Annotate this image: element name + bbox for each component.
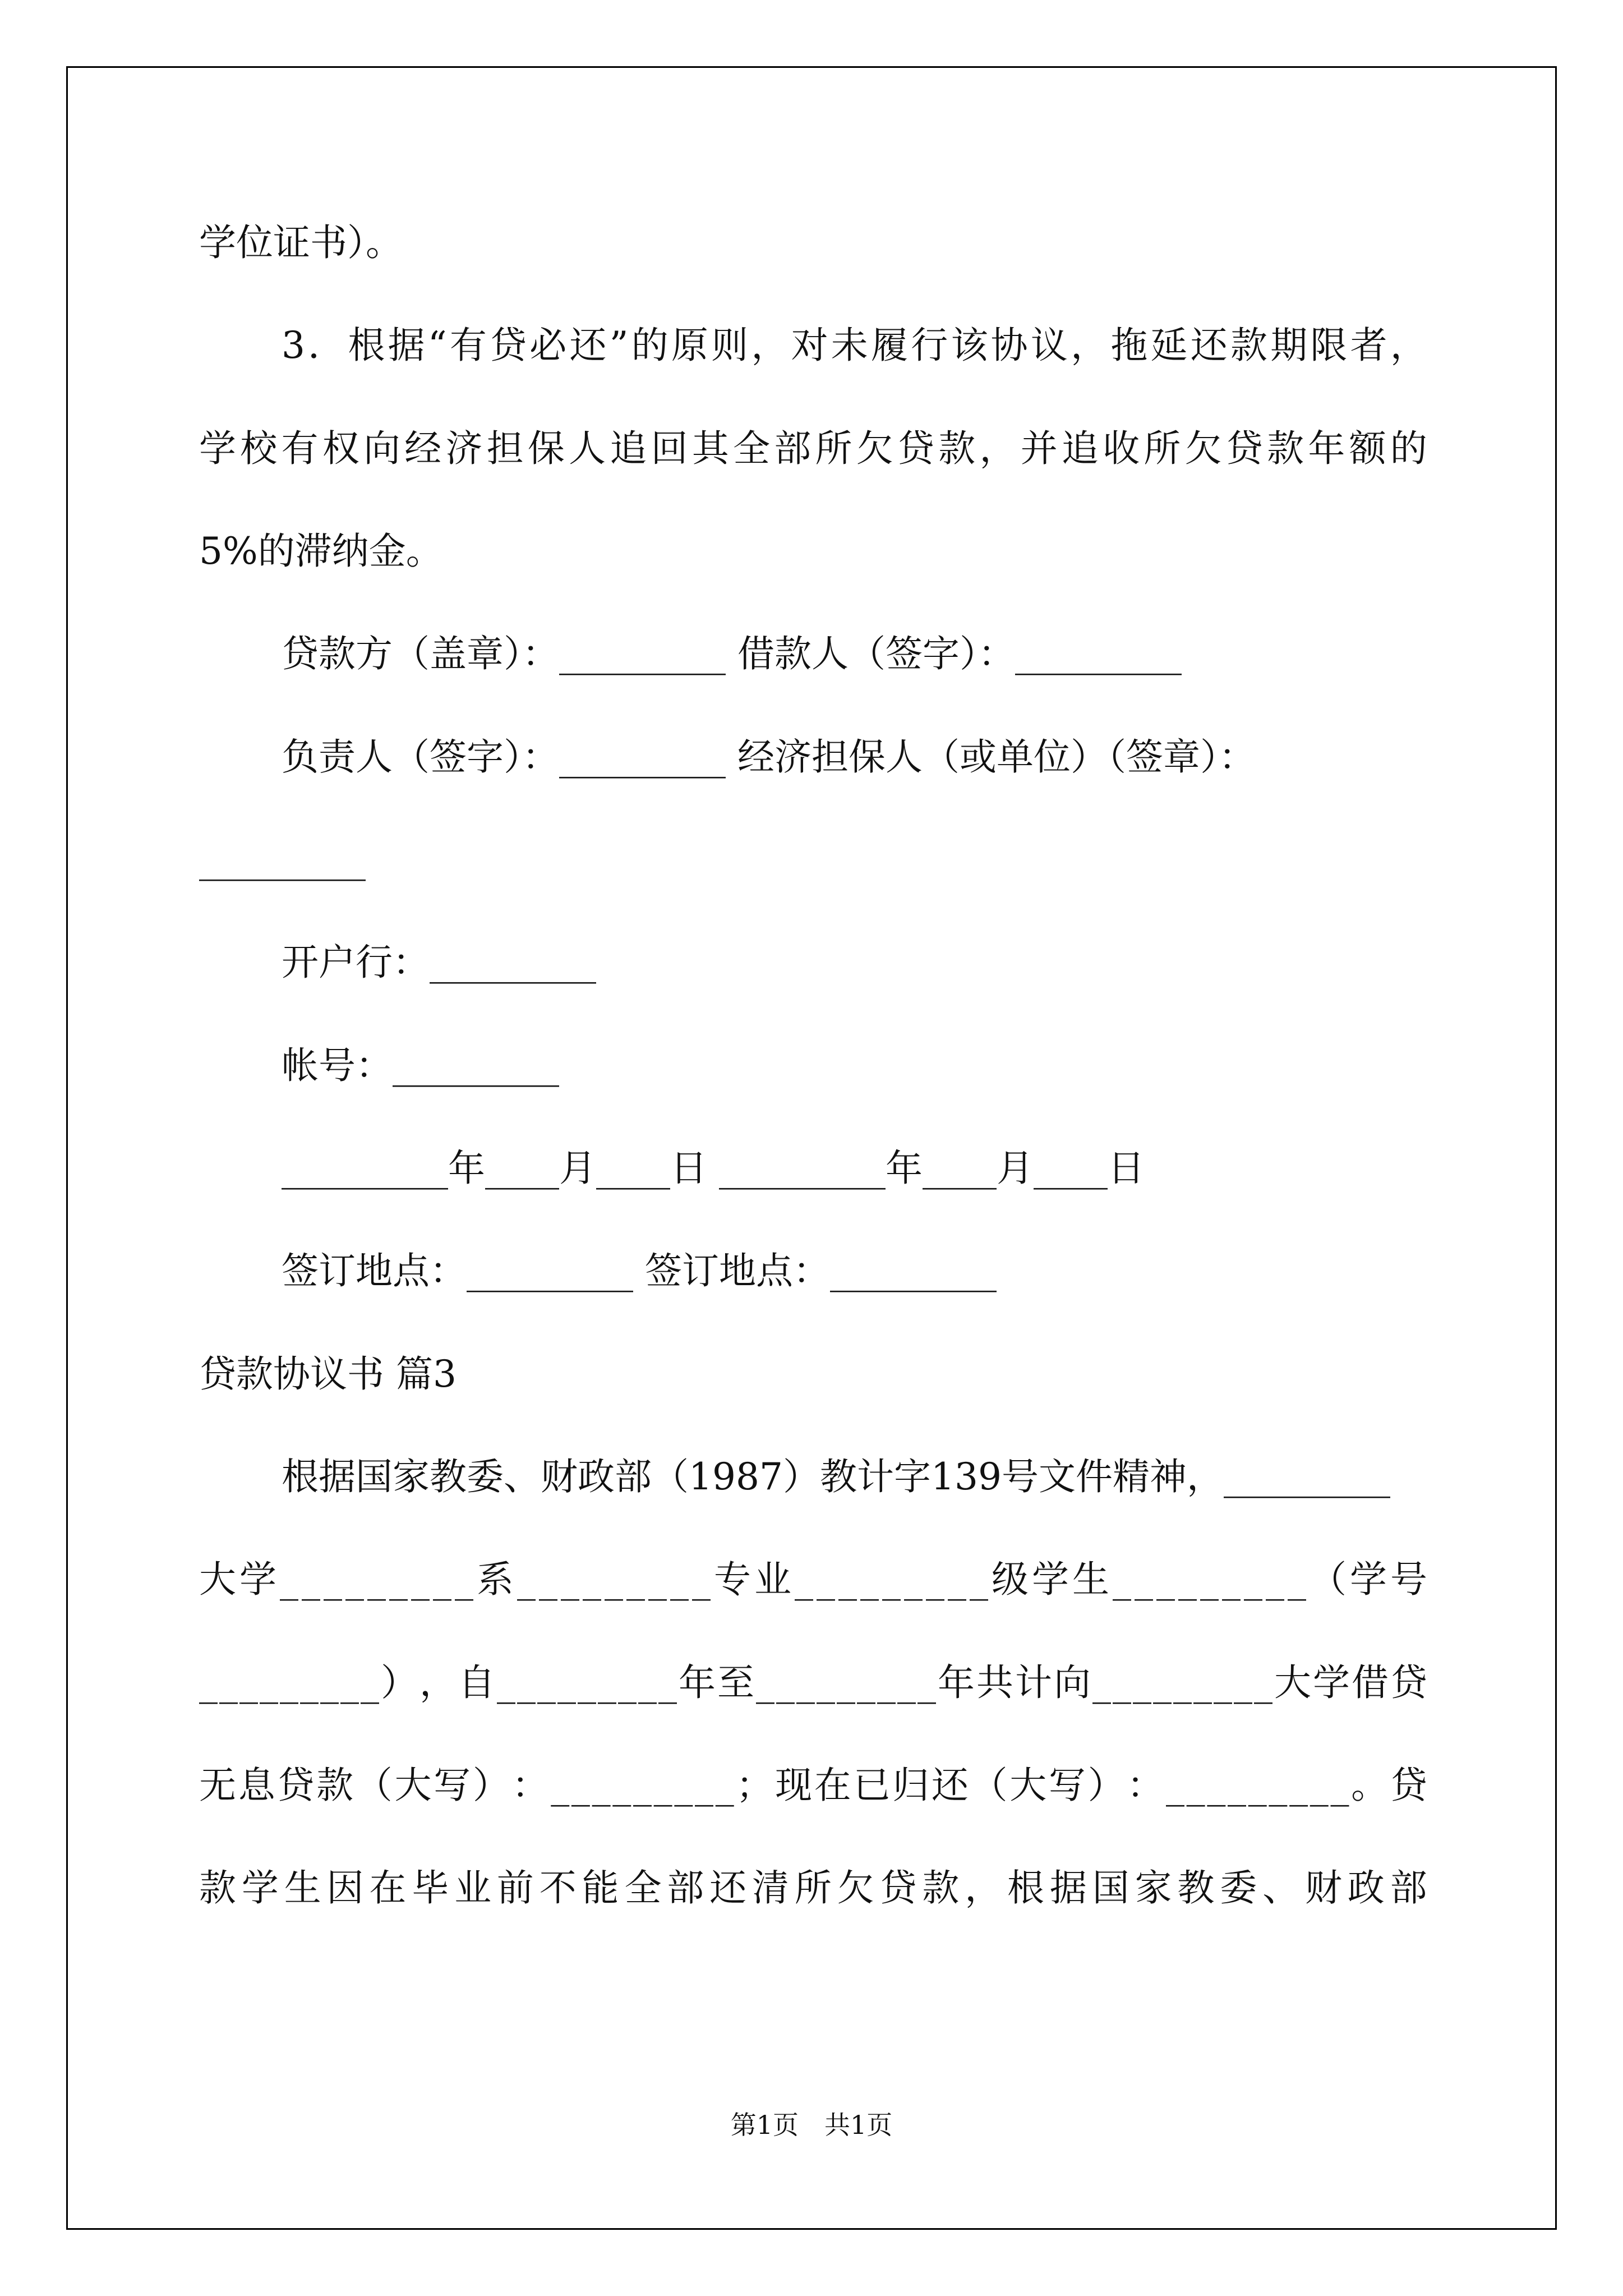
text-glyph: 国 (1092, 1866, 1129, 1910)
text-glyph: 毕 (412, 1866, 449, 1910)
text-glyph: _ (1156, 1558, 1175, 1601)
text-glyph: 、 (1262, 1866, 1300, 1910)
text-glyph: _ (583, 1558, 601, 1601)
text-glyph: 全 (733, 427, 771, 470)
text-glyph: 在 (369, 1866, 407, 1910)
text-glyph: 在 (814, 1764, 851, 1807)
text-glyph: 号 (1390, 1558, 1427, 1601)
text-glyph: _ (411, 1558, 430, 1601)
text-glyph: （ (970, 1764, 1008, 1807)
text-glyph: _ (1269, 1764, 1288, 1807)
text-glyph: 对 (791, 324, 828, 367)
text-glyph: _ (1207, 1764, 1226, 1807)
text-glyph: _ (561, 1558, 579, 1601)
text-glyph: 学 (239, 1558, 276, 1601)
text-glyph: 人 (569, 427, 606, 470)
text-glyph: 欠 (837, 1866, 874, 1910)
text-glyph: 生 (1072, 1558, 1109, 1601)
text-glyph: 部 (774, 427, 811, 470)
text-line (199, 1553, 1427, 1607)
text-glyph: 财 (1304, 1866, 1342, 1910)
text-glyph: 则 (711, 324, 749, 367)
text-glyph: _ (389, 1558, 408, 1601)
text-glyph: _ (592, 1764, 611, 1807)
text-glyph: _ (320, 1661, 339, 1704)
text-glyph: _ (638, 1661, 657, 1704)
text-glyph: 贷 (1390, 1661, 1427, 1704)
text-glyph: _ (571, 1764, 590, 1807)
text-glyph: _ (280, 1558, 298, 1601)
text-glyph: 拖 (1110, 324, 1148, 367)
text-glyph: _ (324, 1558, 342, 1601)
text-glyph: _ (433, 1558, 451, 1601)
text-glyph: 部 (667, 1866, 704, 1910)
text-glyph: 学 (241, 1866, 279, 1910)
text-glyph: 自 (458, 1661, 495, 1704)
text-line (282, 319, 1427, 372)
text-line (199, 1861, 1427, 1915)
text-line: _________ (199, 838, 366, 881)
text-glyph: _ (1113, 1558, 1131, 1601)
text-glyph: ： (1127, 1764, 1164, 1807)
text-glyph: 议 (1030, 324, 1068, 367)
section-heading: 贷款协议书 篇3 (199, 1352, 457, 1396)
text-glyph: 者 (1350, 324, 1387, 367)
text-glyph: 前 (496, 1866, 534, 1910)
text-glyph: 还 (709, 1866, 747, 1910)
text-glyph: _ (1200, 1558, 1219, 1601)
text-glyph: _ (658, 1661, 677, 1704)
text-glyph: 款 (1230, 324, 1267, 367)
text-glyph: _ (877, 1661, 896, 1704)
text-glyph: 学 (1313, 1661, 1350, 1704)
text-glyph: 收 (1103, 427, 1140, 470)
text-glyph: 写 (1048, 1764, 1086, 1807)
text-glyph: 经 (404, 427, 442, 470)
text-glyph: _ (1222, 1558, 1241, 1601)
text-glyph: _ (1234, 1661, 1252, 1704)
text-glyph: _ (904, 1558, 923, 1601)
text-glyph: _ (1254, 1661, 1272, 1704)
text-glyph: 因 (326, 1866, 364, 1910)
text-glyph: _ (1186, 1764, 1205, 1807)
text-glyph: ， (419, 1661, 457, 1704)
text-glyph: 的 (631, 324, 668, 367)
text-glyph: 的 (1390, 427, 1427, 470)
text-glyph: _ (455, 1558, 473, 1601)
text-glyph: 履 (871, 324, 908, 367)
text-glyph: 未 (831, 324, 868, 367)
text-glyph: _ (882, 1558, 901, 1601)
text-glyph: 款 (922, 1866, 960, 1910)
bank-field: 开户行：_________ (282, 941, 596, 984)
text-glyph: _ (670, 1558, 689, 1601)
text-glyph: 政 (1347, 1866, 1385, 1910)
text-glyph: _ (1153, 1661, 1172, 1704)
text-glyph: 该 (951, 324, 988, 367)
text-glyph: _ (1133, 1661, 1151, 1704)
text-glyph: 限 (1310, 324, 1348, 367)
text-glyph: _ (1092, 1661, 1111, 1704)
text-glyph: ） (381, 1661, 418, 1704)
text-glyph: _ (838, 1558, 857, 1601)
date-line: _________年____月____日 _________年____月____日 (282, 1147, 1145, 1190)
text-glyph: 已 (853, 1764, 891, 1807)
text-glyph: _ (618, 1661, 637, 1704)
text-glyph: _ (361, 1661, 379, 1704)
text-glyph: _ (539, 1558, 557, 1601)
text-glyph: 学 (199, 427, 236, 470)
text-glyph: _ (1135, 1558, 1153, 1601)
text-glyph: _ (260, 1661, 278, 1704)
text-glyph: _ (1173, 1661, 1192, 1704)
text-glyph: _ (557, 1661, 576, 1704)
text-glyph: 还 (569, 324, 607, 367)
text-glyph: ， (979, 427, 1017, 470)
text-glyph: _ (633, 1764, 652, 1807)
text-glyph: _ (857, 1661, 875, 1704)
text-line: 5%的滞纳金。 (199, 530, 443, 573)
text-glyph: _ (605, 1558, 623, 1601)
text-glyph: 大 (199, 1558, 236, 1601)
text-glyph: 贷 (1225, 427, 1263, 470)
text-glyph: 欠 (1184, 427, 1222, 470)
text-glyph: 济 (445, 427, 483, 470)
text-glyph: 贷 (879, 1866, 917, 1910)
text-glyph: 现 (775, 1764, 813, 1807)
text-glyph: （ (1310, 1558, 1347, 1601)
text-glyph: ） (1087, 1764, 1125, 1807)
text-glyph: 计 (1015, 1661, 1052, 1704)
text-glyph: 教 (1177, 1866, 1215, 1910)
text-glyph: _ (1165, 1764, 1184, 1807)
text-glyph: 原 (671, 324, 708, 367)
text-glyph: 借 (1352, 1661, 1389, 1704)
text-glyph: 回 (651, 427, 688, 470)
text-glyph: 大 (1009, 1764, 1047, 1807)
text-glyph: _ (648, 1558, 667, 1601)
text-glyph: 款 (938, 427, 976, 470)
text-glyph: 级 (992, 1558, 1029, 1601)
text-glyph: 专 (714, 1558, 751, 1601)
text-glyph: 向 (1054, 1661, 1091, 1704)
text-glyph: ， (965, 1866, 1002, 1910)
text-glyph: 生 (284, 1866, 321, 1910)
text-glyph: _ (537, 1661, 556, 1704)
text-line (199, 1656, 1427, 1710)
text-glyph: _ (917, 1661, 936, 1704)
account-field: 帐号：_________ (282, 1044, 559, 1087)
text-glyph: _ (340, 1661, 359, 1704)
text-glyph: _ (970, 1558, 988, 1601)
text-glyph: _ (280, 1661, 298, 1704)
text-glyph: 还 (931, 1764, 969, 1807)
text-glyph: ， (1390, 324, 1427, 367)
text-glyph: 据 (388, 324, 425, 367)
text-glyph: _ (598, 1661, 616, 1704)
signature-line-guarantor: 负责人（签字）：_________ 经济担保人（或单位）（签章）： (282, 735, 1256, 779)
text-glyph: 3 (282, 324, 305, 367)
text-glyph: 其 (691, 427, 729, 470)
text-glyph: （ (355, 1764, 393, 1807)
text-glyph: _ (517, 1558, 536, 1601)
text-glyph: “ (427, 324, 447, 367)
text-glyph: 委 (1220, 1866, 1257, 1910)
text-glyph: _ (1178, 1558, 1197, 1601)
text-glyph: _ (219, 1661, 238, 1704)
text-glyph: 业 (754, 1558, 791, 1601)
text-glyph: 至 (717, 1661, 754, 1704)
text-glyph: 有 (449, 324, 487, 367)
text-glyph: 年 (679, 1661, 716, 1704)
text-glyph: 所 (815, 427, 852, 470)
text-glyph: _ (653, 1764, 672, 1807)
text-glyph: _ (1248, 1764, 1267, 1807)
text-glyph: 根 (1007, 1866, 1045, 1910)
text-glyph: 根 (348, 324, 385, 367)
text-glyph: 贷 (490, 324, 527, 367)
text-glyph: 有 (281, 427, 319, 470)
text-glyph: 能 (582, 1866, 619, 1910)
text-glyph: _ (302, 1558, 320, 1601)
text-glyph: ， (751, 324, 789, 367)
text-glyph: _ (837, 1661, 855, 1704)
text-glyph: _ (1289, 1764, 1308, 1807)
text-glyph: _ (776, 1661, 795, 1704)
text-glyph: 追 (610, 427, 647, 470)
text-glyph: 共 (976, 1661, 1013, 1704)
text-glyph: _ (1113, 1661, 1131, 1704)
text-glyph: 所 (1144, 427, 1181, 470)
text-glyph: 额 (1349, 427, 1386, 470)
text-glyph: _ (1310, 1764, 1329, 1807)
text-glyph: 延 (1150, 324, 1188, 367)
text-glyph: 必 (529, 324, 567, 367)
text-glyph: _ (795, 1558, 813, 1601)
text-glyph: _ (1193, 1661, 1212, 1704)
text-glyph: _ (1228, 1764, 1246, 1807)
text-glyph: 系 (477, 1558, 514, 1601)
text-glyph: 权 (322, 427, 359, 470)
text-glyph: 款 (316, 1764, 354, 1807)
text-glyph: 年 (938, 1661, 975, 1704)
text-glyph: _ (1244, 1558, 1262, 1601)
text-glyph: 并 (1020, 427, 1058, 470)
text-glyph: 无 (199, 1764, 236, 1807)
text-glyph: 部 (1390, 1866, 1427, 1910)
text-glyph: 据 (1049, 1866, 1087, 1910)
text-glyph: ： (511, 1764, 549, 1807)
signing-place-line: 签订地点：_________ 签订地点：_________ (282, 1249, 997, 1292)
text-glyph: 全 (624, 1866, 662, 1910)
text-glyph: _ (345, 1558, 364, 1601)
text-glyph: _ (239, 1661, 258, 1704)
text-glyph: 息 (238, 1764, 275, 1807)
text-glyph: 款 (1267, 427, 1304, 470)
text-glyph: 还 (1190, 324, 1228, 367)
signature-line-lender: 贷款方（盖章）：_________ 借款人（签字）：_________ (282, 632, 1182, 675)
text-glyph: ） (472, 1764, 510, 1807)
text-line (199, 1759, 1427, 1812)
text-glyph: _ (578, 1661, 596, 1704)
text-glyph: ； (736, 1764, 773, 1807)
text-glyph: _ (756, 1661, 774, 1704)
text-glyph: _ (715, 1764, 734, 1807)
text-glyph: 归 (892, 1764, 930, 1807)
text-glyph: 大 (1274, 1661, 1311, 1704)
text-glyph: _ (1214, 1661, 1232, 1704)
text-glyph: 向 (363, 427, 400, 470)
text-glyph: 校 (240, 427, 278, 470)
text-glyph: _ (948, 1558, 966, 1601)
text-glyph: _ (551, 1764, 570, 1807)
text-glyph: 保 (527, 427, 565, 470)
text-glyph: _ (199, 1661, 218, 1704)
text-glyph: _ (626, 1558, 645, 1601)
text-glyph: 担 (486, 427, 524, 470)
text-glyph: _ (926, 1558, 944, 1601)
text-glyph: 行 (911, 324, 948, 367)
text-glyph: 学 (1350, 1558, 1387, 1601)
text-glyph: 不 (539, 1866, 577, 1910)
text-line: 根据国家教委、财政部（1987）教计字139号文件精神，_________ (282, 1455, 1390, 1498)
text-glyph: 追 (1061, 427, 1099, 470)
text-glyph: 写 (434, 1764, 471, 1807)
text-glyph: _ (367, 1558, 386, 1601)
text-glyph: _ (817, 1661, 835, 1704)
text-glyph: 大 (394, 1764, 432, 1807)
text-glyph: 贷 (897, 427, 934, 470)
text-glyph: 学 (1032, 1558, 1069, 1601)
text-glyph: _ (612, 1764, 631, 1807)
text-glyph: 贷 (1390, 1764, 1427, 1807)
text-glyph: _ (796, 1661, 815, 1704)
text-glyph: 协 (990, 324, 1028, 367)
text-glyph: 清 (751, 1866, 789, 1910)
text-glyph: 所 (794, 1866, 832, 1910)
text-glyph: _ (300, 1661, 319, 1704)
text-glyph: _ (497, 1661, 515, 1704)
text-glyph: 期 (1270, 324, 1308, 367)
text-glyph: 业 (454, 1866, 492, 1910)
text-glyph: 贷 (277, 1764, 315, 1807)
text-line (199, 422, 1427, 476)
text-glyph: 款 (199, 1866, 236, 1910)
text-glyph: ” (609, 324, 629, 367)
text-glyph: _ (1288, 1558, 1306, 1601)
text-glyph: ， (1071, 324, 1108, 367)
text-glyph: _ (817, 1558, 835, 1601)
text-glyph: _ (897, 1661, 916, 1704)
text-glyph: _ (1266, 1558, 1284, 1601)
text-glyph: _ (695, 1764, 713, 1807)
text-glyph: _ (692, 1558, 711, 1601)
text-glyph: _ (860, 1558, 879, 1601)
text-glyph: 年 (1308, 427, 1345, 470)
text-glyph: ． (308, 324, 345, 367)
text-glyph: _ (674, 1764, 693, 1807)
text-line: 学位证书）。 (199, 221, 403, 264)
text-glyph: _ (1330, 1764, 1349, 1807)
text-glyph: 欠 (856, 427, 893, 470)
text-glyph: 家 (1135, 1866, 1172, 1910)
page-number: 第1页 共1页 (730, 2110, 893, 2140)
text-glyph: 。 (1351, 1764, 1389, 1807)
text-glyph: _ (517, 1661, 536, 1704)
